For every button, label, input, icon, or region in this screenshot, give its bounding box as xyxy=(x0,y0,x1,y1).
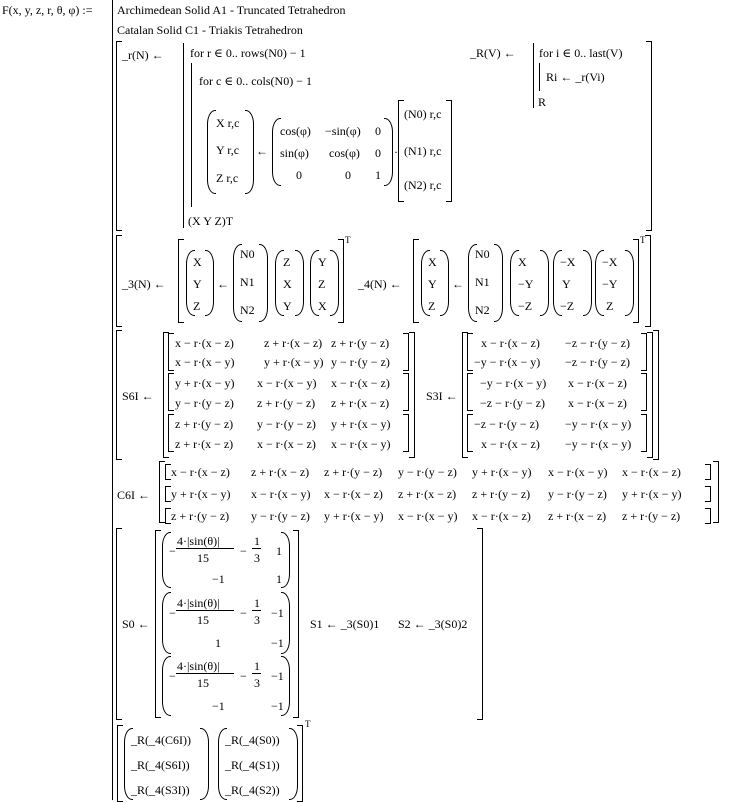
paren-right xyxy=(259,244,268,322)
bracket-right xyxy=(297,725,303,802)
c6i-cell[interactable]: y + r·(x − y) xyxy=(622,487,682,501)
f4-x[interactable]: X xyxy=(428,255,437,269)
f3-name[interactable]: _3(N) ← xyxy=(122,277,166,291)
result-cell[interactable]: _R(_4(S6I)) xyxy=(131,758,190,772)
s6i-name[interactable]: S6I ← xyxy=(122,389,154,403)
minus-sign: − xyxy=(169,606,176,620)
f3-v2[interactable]: Y xyxy=(318,255,327,269)
bracket-right xyxy=(477,528,483,720)
bracket-left xyxy=(467,414,473,452)
fraction-bar xyxy=(252,673,261,674)
s3i-cell[interactable]: −z − r·(y − z) xyxy=(480,396,545,410)
minus-sign: − xyxy=(240,606,247,620)
bracket-left xyxy=(413,239,419,323)
fraction-bar xyxy=(176,548,234,549)
c6i-cell[interactable]: x − r·(x − z) xyxy=(472,509,531,523)
bracket-left xyxy=(168,373,174,411)
f3-v1[interactable]: Y xyxy=(283,299,292,313)
paren-right xyxy=(281,532,290,588)
s3i-cell[interactable]: −z − r·(y − z) xyxy=(565,336,630,350)
s6i-cell[interactable]: y − r·(y − z) xyxy=(175,396,234,410)
f4-y[interactable]: Y xyxy=(428,277,437,291)
fraction-bar xyxy=(176,673,234,674)
result-cell[interactable]: _R(_4(S3I)) xyxy=(131,783,190,797)
fraction-numerator[interactable]: 1 xyxy=(254,659,260,673)
s3i-cell[interactable]: −y − r·(x − y) xyxy=(480,376,547,390)
s3i-cell[interactable]: x − r·(x − z) xyxy=(481,437,540,451)
bracket-right xyxy=(705,486,711,502)
result-cell[interactable]: _R(_4(S1)) xyxy=(225,758,280,772)
bracket-left xyxy=(178,239,184,323)
r-loop-rows[interactable]: for r ∈ 0.. rows(N0) − 1 xyxy=(190,46,306,60)
s6i-cell[interactable]: x − r·(x − z) xyxy=(175,336,234,350)
c6i-cell[interactable]: y + r·(x − y) xyxy=(171,487,231,501)
bracket-right xyxy=(646,41,652,231)
s6i-cell[interactable]: x − r·(x − y) xyxy=(175,355,235,369)
f4-v1[interactable]: X xyxy=(518,255,527,269)
c6i-cell[interactable]: z + r·(y − z) xyxy=(472,487,531,501)
bracket-right xyxy=(645,235,651,327)
s0-cell[interactable]: −1 xyxy=(271,669,284,683)
f4-v2[interactable]: −X xyxy=(560,255,576,269)
minus-sign: − xyxy=(169,669,176,683)
rot-cell[interactable]: −sin(φ) xyxy=(325,124,361,138)
bracket-right xyxy=(446,100,452,202)
f4-n2[interactable]: N2 xyxy=(475,303,490,317)
f4-v3[interactable]: −X xyxy=(602,255,618,269)
c6i-cell[interactable]: z + r·(y − z) xyxy=(171,509,230,523)
f4-v3[interactable]: Z xyxy=(606,299,614,313)
paren-right xyxy=(295,250,304,316)
fraction-bar xyxy=(252,610,261,611)
fraction-numerator[interactable]: 4·|sin(θ)| xyxy=(177,534,220,548)
R-program-bar xyxy=(533,43,534,108)
s6i-cell[interactable]: z + r·(x − z) xyxy=(175,437,234,451)
n1-rc[interactable]: (N1) r,c xyxy=(404,144,442,158)
r-program-bar xyxy=(183,43,184,228)
paren-left xyxy=(207,110,216,194)
bracket-right xyxy=(293,530,299,718)
n2-rc[interactable]: (N2) r,c xyxy=(404,178,442,192)
paren-left xyxy=(162,532,171,588)
f4-v1[interactable]: −Y xyxy=(518,277,534,291)
bracket-left xyxy=(117,725,123,802)
f4-name[interactable]: _4(N) ← xyxy=(358,277,402,291)
s3i-cell[interactable]: x − r·(x − z) xyxy=(568,396,627,410)
n0-rc[interactable]: (N0) r,c xyxy=(404,107,442,121)
r-return[interactable]: (X Y Z)T xyxy=(188,214,234,228)
assign-arrow: ← xyxy=(452,277,464,291)
s0-cell[interactable]: 1 xyxy=(215,636,221,650)
paren-right xyxy=(440,250,449,316)
bracket-right xyxy=(653,330,659,460)
f4-n1[interactable]: N1 xyxy=(475,275,490,289)
s6i-cell[interactable]: z + r·(y − z) xyxy=(331,336,390,350)
f4-v2[interactable]: −Z xyxy=(560,299,575,313)
s2-assign[interactable]: S2 ← _3(S0)2 xyxy=(398,617,468,631)
s6i-cell[interactable]: x − r·(x − z) xyxy=(257,437,316,451)
c6i-cell[interactable]: x − r·(x − z) xyxy=(622,465,681,479)
rot-cell[interactable]: 0 xyxy=(375,146,381,160)
title-catalan[interactable]: Catalan Solid C1 - Triakis Tetrahedron xyxy=(117,23,303,37)
rot-cell[interactable]: cos(φ) xyxy=(329,146,360,160)
s0-cell[interactable]: −1 xyxy=(271,636,284,650)
fraction-bar xyxy=(252,548,261,549)
dot-operator: · xyxy=(394,145,398,159)
f3-n2[interactable]: N2 xyxy=(240,303,255,317)
c6i-cell[interactable]: x − r·(x − y) xyxy=(548,465,608,479)
paren-right xyxy=(540,250,549,316)
c6i-cell[interactable]: y − r·(y − z) xyxy=(398,465,457,479)
c6i-cell[interactable]: x − r·(x − z) xyxy=(171,465,230,479)
c6i-cell[interactable]: x − r·(x − y) xyxy=(398,509,458,523)
f3-n0[interactable]: N0 xyxy=(240,247,255,261)
c6i-cell[interactable]: y − r·(y − z) xyxy=(548,487,607,501)
R-assign[interactable]: Ri ← _r(Vi) xyxy=(546,70,605,84)
f3-v1[interactable]: Z xyxy=(283,255,291,269)
r-function-name[interactable]: _r(N) ← xyxy=(122,48,164,62)
paren-left xyxy=(162,592,171,654)
result-cell[interactable]: _R(_4(C6I)) xyxy=(131,733,191,747)
c6i-cell[interactable]: z + r·(x − z) xyxy=(398,487,457,501)
bracket-right xyxy=(713,461,719,523)
R-function-name[interactable]: _R(V) ← xyxy=(470,46,516,60)
result-cell[interactable]: _R(_4(S0)) xyxy=(225,733,280,747)
s3i-name[interactable]: S3I ← xyxy=(426,389,458,403)
assign-arrow: ← xyxy=(217,277,229,291)
s0-cell[interactable]: −1 xyxy=(212,699,225,713)
fraction-denominator[interactable]: 3 xyxy=(254,676,260,690)
bracket-right xyxy=(338,239,344,323)
s1-assign[interactable]: S1 ← _3(S0)1 xyxy=(310,617,380,631)
s6i-cell[interactable]: z + r·(x − z) xyxy=(331,396,390,410)
fraction-denominator[interactable]: 3 xyxy=(254,613,260,627)
s6i-cell[interactable]: y + r·(x − y) xyxy=(331,417,391,431)
paren-left xyxy=(162,656,171,716)
s3i-cell[interactable]: −z − r·(y − z) xyxy=(474,417,539,431)
bracket-left xyxy=(467,373,473,411)
s0-cell[interactable]: 1 xyxy=(276,572,282,586)
rot-cell[interactable]: 0 xyxy=(345,168,351,182)
assign-arrow: ← xyxy=(256,144,268,158)
bracket-left xyxy=(155,530,161,718)
rot-cell[interactable]: sin(φ) xyxy=(280,146,309,160)
fraction-denominator[interactable]: 15 xyxy=(197,613,209,627)
s3i-cell[interactable]: −y − r·(x − y) xyxy=(565,417,632,431)
s0-name[interactable]: S0 ← xyxy=(122,617,150,631)
bracket-right xyxy=(409,332,415,458)
r-loop-bar xyxy=(191,63,192,207)
c6i-cell[interactable]: y − r·(y − z) xyxy=(251,509,310,523)
s6i-cell[interactable]: y + r·(x − y) xyxy=(175,376,235,390)
c6i-cell[interactable]: y + r·(x − y) xyxy=(472,465,532,479)
fraction-denominator[interactable]: 3 xyxy=(254,551,260,565)
f3-v2[interactable]: X xyxy=(318,299,327,313)
paren-right xyxy=(205,250,214,316)
fraction-numerator[interactable]: 1 xyxy=(254,534,260,548)
fraction-numerator[interactable]: 4·|sin(θ)| xyxy=(177,659,220,673)
f3-y[interactable]: Y xyxy=(193,277,202,291)
paren-right xyxy=(494,244,503,322)
s3i-cell[interactable]: −y − r·(x − y) xyxy=(474,355,541,369)
program-bar xyxy=(112,0,113,800)
rot-cell[interactable]: 0 xyxy=(296,168,302,182)
s6i-cell[interactable]: y + r·(x − y) xyxy=(264,355,324,369)
R-return[interactable]: R xyxy=(538,95,547,109)
x-rc[interactable]: X r,c xyxy=(216,116,240,130)
s6i-cell[interactable]: z + r·(y − z) xyxy=(175,417,234,431)
s0-cell[interactable]: −1 xyxy=(271,699,284,713)
fraction-numerator[interactable]: 1 xyxy=(254,596,260,610)
bracket-right xyxy=(633,239,639,323)
bracket-right xyxy=(705,464,711,480)
f4-v3[interactable]: −Y xyxy=(602,277,618,291)
s6i-cell[interactable]: z + r·(x − z) xyxy=(264,336,323,350)
f4-z[interactable]: Z xyxy=(428,299,436,313)
function-definition[interactable]: F(x, y, z, r, θ, φ) := xyxy=(2,3,93,17)
fraction-bar xyxy=(176,610,234,611)
transpose: T xyxy=(345,235,351,245)
transpose: T xyxy=(305,719,311,729)
s3i-cell[interactable]: x − r·(x − z) xyxy=(568,376,627,390)
paren-right xyxy=(281,592,290,654)
bracket-left xyxy=(168,333,174,371)
f3-v2[interactable]: Z xyxy=(318,277,326,291)
s3i-cell[interactable]: −z − r·(y − z) xyxy=(565,355,630,369)
y-rc[interactable]: Y r,c xyxy=(216,143,240,157)
s3i-cell[interactable]: x − r·(x − z) xyxy=(481,336,540,350)
c6i-cell[interactable]: z + r·(x − z) xyxy=(548,509,607,523)
rot-cell[interactable]: cos(φ) xyxy=(280,124,311,138)
z-rc[interactable]: Z r,c xyxy=(216,171,239,185)
c6i-cell[interactable]: y + r·(x − y) xyxy=(324,509,384,523)
s0-cell[interactable]: 1 xyxy=(276,544,282,558)
s6i-cell[interactable]: x − r·(x − y) xyxy=(331,437,391,451)
f3-n1[interactable]: N1 xyxy=(240,275,255,289)
paren-right xyxy=(384,118,393,186)
paren-right xyxy=(245,110,254,194)
s6i-cell[interactable]: z + r·(y − z) xyxy=(257,396,316,410)
fraction-numerator[interactable]: 4·|sin(θ)| xyxy=(177,596,220,610)
bracket-left xyxy=(116,41,122,231)
paren-right xyxy=(583,250,592,316)
c6i-name[interactable]: C6I ← xyxy=(117,488,150,502)
f4-v1[interactable]: −Z xyxy=(518,299,533,313)
s0-cell[interactable]: −1 xyxy=(271,606,284,620)
c6i-cell[interactable]: z + r·(y − z) xyxy=(324,465,383,479)
fraction-denominator[interactable]: 15 xyxy=(197,551,209,565)
rot-cell[interactable]: 0 xyxy=(375,124,381,138)
bracket-left xyxy=(467,333,473,371)
result-cell[interactable]: _R(_4(S2)) xyxy=(225,783,280,797)
R-loop[interactable]: for i ∈ 0.. last(V) xyxy=(539,46,623,60)
paren-right xyxy=(200,728,209,800)
c6i-cell[interactable]: x − r·(x − y) xyxy=(251,487,311,501)
c6i-cell[interactable]: z + r·(x − z) xyxy=(251,465,310,479)
r-loop-cols[interactable]: for c ∈ 0.. cols(N0) − 1 xyxy=(199,74,312,88)
f4-v2[interactable]: Y xyxy=(562,277,571,291)
minus-sign: − xyxy=(169,544,176,558)
s3i-cell[interactable]: −y − r·(x − y) xyxy=(565,437,632,451)
s6i-cell[interactable]: y − r·(y − z) xyxy=(331,355,390,369)
f3-z[interactable]: Z xyxy=(193,299,201,313)
c6i-cell[interactable]: x − r·(x − z) xyxy=(324,487,383,501)
minus-sign: − xyxy=(240,669,247,683)
f4-n0[interactable]: N0 xyxy=(475,247,490,261)
s6i-cell[interactable]: x − r·(x − y) xyxy=(257,376,317,390)
f3-v1[interactable]: X xyxy=(283,277,292,291)
c6i-cell[interactable]: z + r·(y − z) xyxy=(622,509,681,523)
bracket-right xyxy=(705,508,711,524)
bracket-left xyxy=(168,414,174,452)
rot-cell[interactable]: 1 xyxy=(375,168,381,182)
f3-x[interactable]: X xyxy=(193,255,202,269)
transpose: T xyxy=(640,235,646,245)
minus-sign: − xyxy=(240,544,247,558)
s6i-cell[interactable]: x − r·(x − z) xyxy=(331,376,390,390)
paren-right xyxy=(281,656,290,716)
fraction-denominator[interactable]: 15 xyxy=(197,676,209,690)
title-archimedean[interactable]: Archimedean Solid A1 - Truncated Tetrahedron xyxy=(117,3,346,17)
s0-cell[interactable]: −1 xyxy=(212,572,225,586)
R-loop-bar xyxy=(539,63,540,91)
s6i-cell[interactable]: y − r·(y − z) xyxy=(257,417,316,431)
